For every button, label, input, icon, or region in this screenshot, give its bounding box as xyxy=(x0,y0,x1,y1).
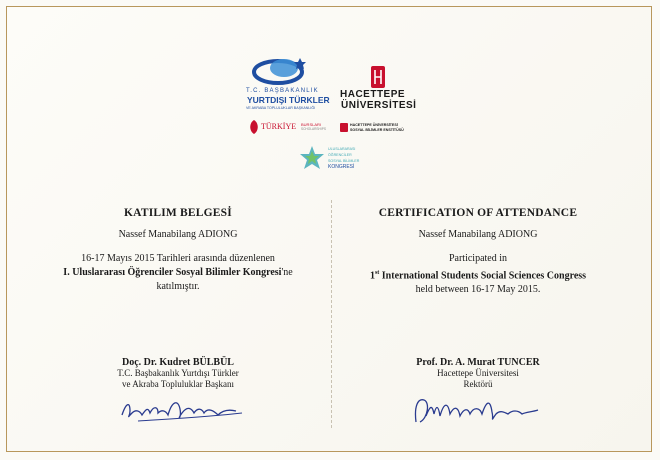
left-signer-title1: T.C. Başbakanlık Yurtdışı Türkler xyxy=(117,368,239,378)
right-ordinal-suffix: st xyxy=(374,270,380,276)
congress-line1: ULUSLARARASI xyxy=(328,147,356,151)
left-signatory xyxy=(88,357,268,390)
english-text-block xyxy=(348,206,608,297)
left-signer-name: Doç. Dr. Kudret BÜLBÜL xyxy=(122,357,234,368)
congress-star-icon xyxy=(298,145,326,171)
right-signatory xyxy=(388,357,568,390)
left-line1: 16-17 Mayıs 2015 Tarihleri arasında düzenlenen xyxy=(81,253,275,264)
turkiye-sub1: BURSLARI xyxy=(301,122,322,127)
right-body xyxy=(348,252,608,297)
left-recipient-name: Nassef Manabilang ADIONG xyxy=(118,229,238,240)
left-signer-title2: ve Akraba Topluluklar Başkanı xyxy=(122,379,234,389)
left-line2-suffix: 'ne xyxy=(281,267,293,278)
left-body xyxy=(48,252,308,294)
turkiye-mark-icon xyxy=(248,119,260,135)
left-signature xyxy=(118,393,248,427)
right-heading: CERTIFICATION OF ATTENDANCE xyxy=(378,207,578,219)
right-line3: held between 16-17 May 2015. xyxy=(415,284,541,296)
congress-line2: ÖĞRENCİLER xyxy=(328,153,352,157)
left-line2 xyxy=(48,266,308,280)
hacettepe-line2: ÜNİVERSİTESİ xyxy=(341,100,417,111)
ytb-line2: YURTDIŞI TÜRKLER xyxy=(247,95,330,105)
right-recipient-name: Nassef Manabilang ADIONG xyxy=(418,229,538,240)
ytb-line1: T.C. BAŞBAKANLIK xyxy=(246,88,319,94)
hacettepe-emblem-icon xyxy=(371,66,385,88)
left-heading: KATILIM BELGESİ xyxy=(124,207,232,219)
right-signer-title1: Hacettepe Üniversitesi xyxy=(437,368,519,378)
right-line1: Participated in xyxy=(448,253,508,264)
institute-line2: SOSYAL BİLİMLER ENSTİTÜSÜ xyxy=(350,128,404,132)
hacettepe-line1: HACETTEPE xyxy=(340,89,406,100)
center-divider xyxy=(331,200,332,430)
ytb-line3: VE AKRABA TOPLULUKLAR BAŞKANLIĞI xyxy=(246,106,316,110)
institute-mark-icon xyxy=(340,123,348,132)
left-line3: katılmıştır. xyxy=(156,281,200,292)
right-line2 xyxy=(348,266,608,283)
turkiye-sub2: SCHOLARSHIPS xyxy=(301,127,326,131)
ytb-globe-icon xyxy=(248,52,318,88)
congress-line3: SOSYAL BİLİMLER xyxy=(328,159,360,163)
turkiye-brand: TÜRKİYE xyxy=(261,122,297,131)
right-signature xyxy=(410,392,545,432)
congress-line4: KONGRESİ xyxy=(328,164,355,170)
turkish-text-block xyxy=(48,206,308,294)
left-congress-name: I. Uluslararası Öğrenciler Sosyal Bilimler Kongresi xyxy=(63,267,282,278)
right-ordinal: 1 xyxy=(369,270,375,282)
institute-line1: HACETTEPE ÜNİVERSİTESİ xyxy=(350,123,398,127)
right-signer-title2: Rektörü xyxy=(463,379,493,389)
right-signer-name: Prof. Dr. A. Murat TUNCER xyxy=(416,357,540,368)
right-congress-name: International Students Social Sciences Congress xyxy=(381,270,587,282)
